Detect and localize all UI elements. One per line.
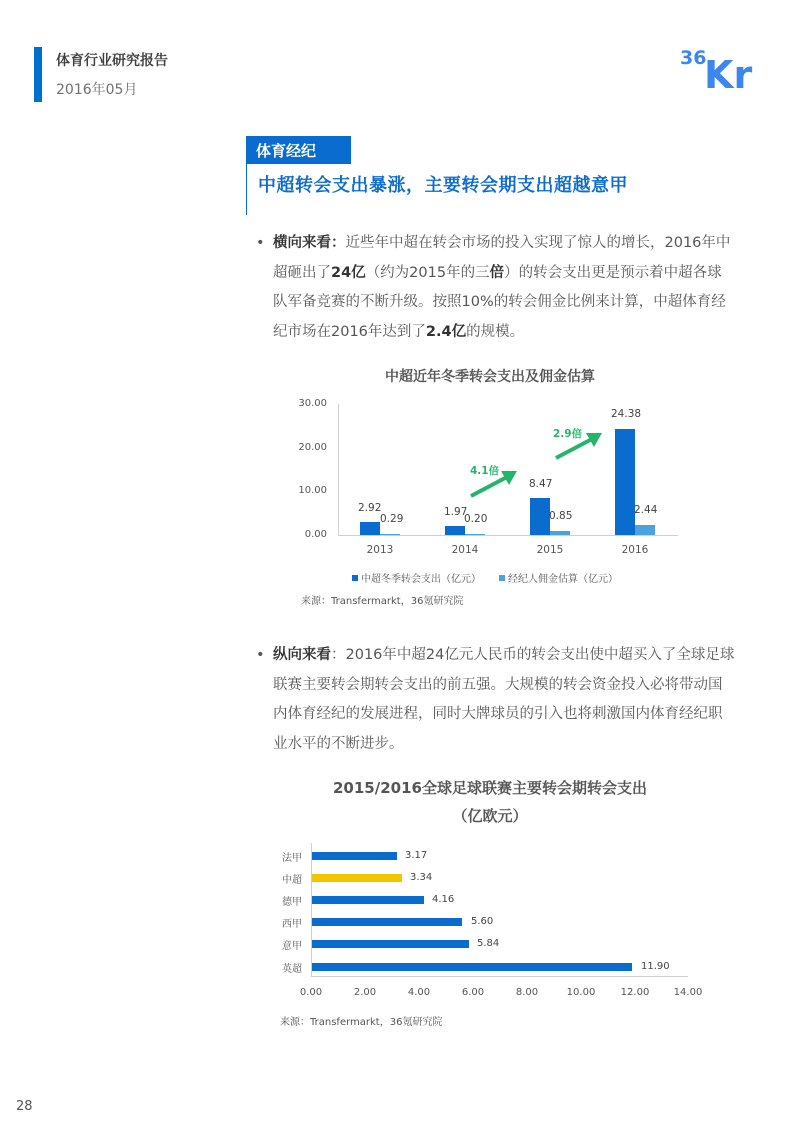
- chart1-title: 中超近年冬季转会支出及佣金估算: [385, 369, 595, 385]
- chart2-xtick: 2.00: [353, 987, 377, 998]
- chart2-x-axis: [311, 976, 688, 977]
- chart2-xtick: 8.00: [515, 987, 539, 998]
- chart2-value: 3.34: [410, 872, 433, 883]
- chart2-title-line2: （亿欧元）: [452, 807, 528, 825]
- chart2-bar-premier-league: [312, 963, 632, 971]
- paragraph-horizontal-view: [256, 229, 736, 347]
- chart2-xtick: 14.00: [673, 987, 703, 998]
- highlight-24yi: 24亿: [331, 264, 366, 281]
- section-divider: [246, 164, 247, 215]
- chart2-bar-csl: [312, 874, 402, 882]
- chart2-xtick: 0.00: [299, 987, 323, 998]
- chart1-value: 0.29: [380, 513, 404, 525]
- chart2-category: 英超: [282, 964, 302, 975]
- 36kr-logo: [680, 44, 770, 92]
- chart1-bar-transfer-2015: [530, 498, 550, 535]
- paragraph-text: 横向来看：近些年中超在转会市场的投入实现了惊人的增长，2016年中超砸出了24亿（约为2015年的三倍）的转会支出更是预示着中超各球队军备竞赛的不断升级。按照10%的转会佣金比例来计算，中超体育经纪市场在2016年达到了2.4亿的规模。: [273, 235, 731, 340]
- paragraph-text: 纵向来看：2016年中超24亿元人民币的转会支出使中超买入了全球足球联赛主要转会期转会支出的前五强。大规模的转会资金投入必将带动国内体育经纪的发展进程，同时大牌球员的引入也将刺激国内体育经纪职业水平的不断进步。: [273, 647, 735, 752]
- chart2-category: 意甲: [282, 941, 302, 952]
- chart2-value: 5.60: [471, 916, 494, 927]
- chart2-bar-ligue1: [312, 852, 397, 860]
- chart1-ytick: 30.00: [298, 398, 327, 409]
- chart1-x-axis: [338, 535, 678, 536]
- chart1-bar-commission-2013: [380, 534, 400, 535]
- growth-multiplier-label: 4.1倍: [470, 465, 500, 477]
- chart1-value: 2.92: [358, 502, 382, 514]
- paragraph-lead: 横向来看：: [273, 235, 346, 251]
- chart2-source: 来源：Transfermarkt，36氪研究院: [280, 1017, 443, 1028]
- report-title: 体育行业研究报告: [56, 53, 168, 69]
- legend-swatch: [352, 575, 358, 581]
- report-date: 2016年05月: [56, 82, 138, 98]
- chart2-category: 法甲: [282, 853, 302, 864]
- chart2-value: 3.17: [405, 850, 428, 861]
- chart1-value: 24.38: [611, 408, 642, 420]
- chart1-value: 2.44: [634, 504, 658, 516]
- chart2-title-line1: 2015/2016全球足球联赛主要转会期转会支出: [333, 779, 647, 797]
- chart1-bar-transfer-2013: [360, 522, 380, 535]
- section-title: 中超转会支出暴涨，主要转会期支出超越意甲: [258, 175, 628, 196]
- chart2-category: 中超: [282, 875, 302, 886]
- page-number: 28: [16, 1099, 33, 1114]
- chart1-category: 2014: [451, 544, 479, 556]
- bullet-icon: •: [256, 235, 265, 251]
- chart1-bar-transfer-2014: [445, 526, 465, 535]
- logo-36-text: 36: [680, 47, 707, 69]
- chart1-value: 8.47: [529, 478, 553, 490]
- chart2-value: 4.16: [432, 894, 455, 905]
- highlight-bei: 倍: [489, 264, 505, 281]
- highlight-2-4yi: 2.4亿: [425, 323, 467, 340]
- chart1-category: 2013: [366, 544, 394, 556]
- chart2-category: 西甲: [282, 919, 302, 930]
- chart1-bar-transfer-2016: [615, 429, 635, 535]
- chart1-value: 1.97: [444, 506, 468, 518]
- chart1-legend: [352, 570, 636, 585]
- chart1-y-axis: [338, 404, 339, 536]
- legend-item-commission: 经纪人佣金估算（亿元）: [499, 570, 618, 585]
- chart1-bar-commission-2016: [635, 525, 655, 535]
- chart2-xtick: 6.00: [461, 987, 485, 998]
- legend-swatch: [499, 575, 505, 581]
- chart1-bar-commission-2015: [550, 531, 570, 535]
- chart1-ytick: 20.00: [298, 442, 327, 453]
- chart2-value: 11.90: [641, 961, 670, 972]
- chart2-y-axis: [311, 843, 312, 977]
- chart2-xtick: 10.00: [566, 987, 596, 998]
- section-tag: 体育经纪: [246, 136, 351, 164]
- chart1-value: 0.85: [549, 510, 573, 522]
- chart1-ytick: 0.00: [304, 529, 327, 540]
- chart1-category: 2015: [536, 544, 564, 556]
- chart1-source: 来源：Transfermarkt，36氪研究院: [301, 596, 464, 607]
- paragraph-vertical-view: [256, 641, 736, 759]
- bullet-icon: •: [256, 647, 265, 663]
- chart1-category: 2016: [621, 544, 649, 556]
- chart1-ytick: 10.00: [298, 485, 327, 496]
- chart2-xtick: 4.00: [407, 987, 431, 998]
- chart2-bar-laliga: [312, 918, 462, 926]
- growth-multiplier-label: 2.9倍: [553, 428, 583, 440]
- chart2-bar-seriea: [312, 940, 469, 948]
- chart2-category: 德甲: [282, 897, 302, 908]
- header-accent-bar: [34, 47, 42, 102]
- chart1-value: 0.20: [464, 513, 488, 525]
- logo-kr-text: Kr: [704, 53, 753, 92]
- paragraph-lead: 纵向来看: [273, 647, 331, 663]
- chart2-bar-bundesliga: [312, 896, 424, 904]
- chart2-xtick: 12.00: [620, 987, 650, 998]
- chart1-bar-commission-2014: [465, 534, 485, 535]
- chart2-value: 5.84: [477, 938, 500, 949]
- legend-item-transfer: 中超冬季转会支出（亿元）: [352, 570, 481, 585]
